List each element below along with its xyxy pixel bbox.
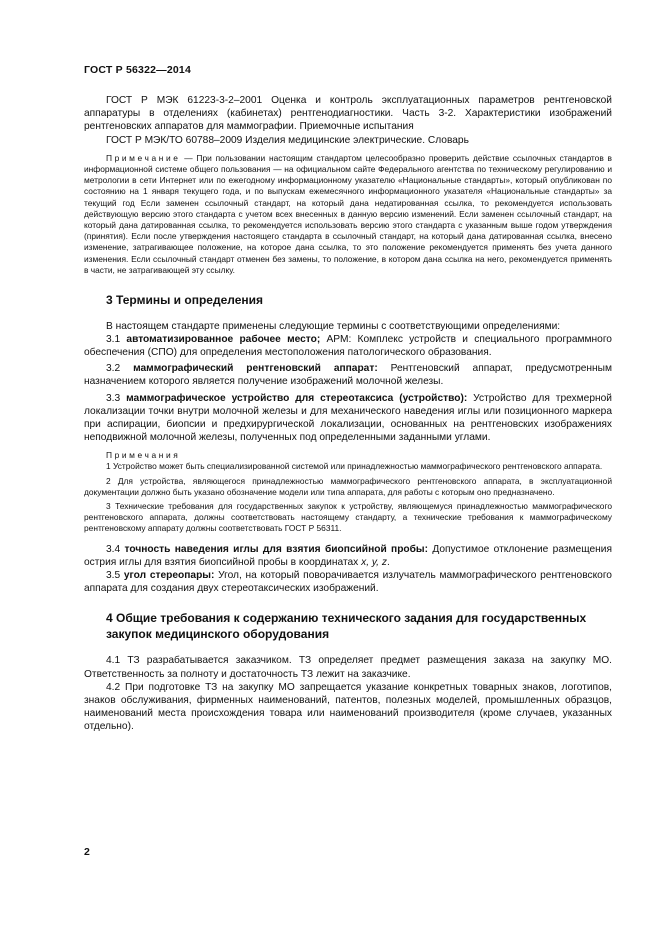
note-text: — При пользовании настоящим стандартом целесообразно проверить действие ссылочных стандартов в информационной системе общего пользования — на официальном сайте Федерального агентства по техническому регулированию и метрологии в сети Интернет или по ежегодному информационному указателю «Национальные стандарты», который опубликован по состоянию на 1 января текущего года, и по выпускам ежемесячного информационного указателя «Национальные стандарты» за текущий год Если заменен ссылочный стандарт, на который дана недатированная ссылка, то рекомендуется использовать действующую версию этого стандарта с учетом всех внесенных в данную версию изменений. Если заменен ссылочный стандарт, на который дана датированная ссылка, то рекомендуется использовать версию этого стандарта с указанным выше годом утверждения (принятия). Если после утверждения настоящего стандарта в ссылочный стандарт, на который дана датированная ссылка, внесено изменение, затрагивающее положение, на которое дана ссылка, то это положение рекомендуется применять без учета данного изменения. Если ссылочный стандарт отменен без замены, то положение, в котором дана ссылка на него, рекомендуется применять в части, не затрагивающей эту ссылку. [84,152,612,275]
term-3-4 [84,543,612,569]
note-item: 1 Устройство может быть специализированной системой или принадлежностью маммографического рентгеновского аппарата. [106,461,603,472]
notes-label: Примечания [106,450,181,461]
term-3-3 [84,392,612,445]
note-item: 3 Технические требования для государственных закупок к устройству, являющемуся принадлежностью маммографического рентгеновского аппарата, должны соответствовать настоящему стандарту, а технические требования к маммографическому рентгеновскому аппарату должны соответствовать ГОСТ Р 56311. [84,500,612,534]
section-4-title: 4 Общие требования к содержанию технического задания для государственных закупок медицинского оборудования [106,611,587,641]
term-number: 3.5 [106,570,121,581]
document-body [84,94,612,734]
term-number: 3.1 [106,333,121,345]
note-main [84,153,612,276]
term-definition: Рентгеновский аппарат, предусмотренным назначением которого является получение изображений молочной железы. [84,363,612,388]
term-number: 3.4 [106,543,121,555]
paragraph-4-1: 4.1 ТЗ разрабатывается заказчиком. ТЗ определяет предмет размещения заказа на закупку МО. Ответственность за полноту и достаточность ТЗ лежит на заказчике. [84,655,612,680]
term-name: точность наведения иглы для взятия биопсийной пробы: [124,543,429,555]
page-number: 2 [84,846,90,858]
term-definition: Устройство для трехмерной локализации точки внутри молочной железы и для механического наведения иглы или позиционного маркера при аспирации, биопсии и предхирургической локализации, основанных на рентгеновских изображениях неподвижной молочной железы, полученных под определенными заданными углами. [84,392,612,444]
coordinates: x, y, z [361,556,387,568]
reference-entry: ГОСТ Р МЭК/ТО 60788–2009 Изделия медицинские электрические. Словарь [106,134,469,146]
term-3-5 [84,569,612,595]
note-label: Примечание [106,152,181,163]
term-name: маммографическое устройство для стереотаксиса (устройство): [126,392,468,404]
term-number: 3.2 [106,363,121,375]
document-header: ГОСТ Р 56322—2014 [84,64,192,76]
paragraph-4-2: 4.2 При подготовке ТЗ на закупку МО запрещается указание конкретных товарных знаков, логотипов, знаков обслуживания, фирменных наименований, патентов, полезных моделей, промышленных образцов, наименований места происхождения товара или наименований производителя (кроме случаев, указанных отдельно). [84,681,612,733]
term-name: маммографический рентгеновский аппарат: [133,363,378,375]
section-3-intro: В настоящем стандарте применены следующие термины с соответствующими определениями: [106,320,561,332]
term-definition: Допустимое отклонение размещения острия иглы для взятия биопсийной пробы в координатах [84,543,612,568]
term-name: автоматизированное рабочее место; [126,333,321,345]
section-3-title: 3 Термины и определения [106,293,264,308]
term-definition: Угол, на который поворачивается излучатель маммографического рентгеновского аппарата для создания двух стереотаксических изображений. [84,570,612,595]
term-number: 3.3 [106,392,121,404]
term-3-2 [84,362,612,388]
note-item: 2 Для устройства, являющегося принадлежностью маммографического рентгеновского аппарата, в эксплуатационной документации должно быть указано обозначение модели или типа аппарата, для работы с которым оно предназначено. [84,475,612,497]
reference-entry: ГОСТ Р МЭК 61223-3-2–2001 Оценка и контроль эксплуатационных параметров рентгеновской аппаратуры в отделениях (кабинетах) рентгенодиагностики. Часть 3-2. Характеристики изображений рентгеновских аппаратов для маммографии. Приемочные испытания [84,95,612,133]
term-3-1 [84,333,612,359]
term-end: . [386,556,390,568]
term-name: угол стереопары: [123,570,215,581]
term-definition: АРМ: Комплекс устройств и специального программного обеспечения (СПО) для определения местоположения патологического образования. [84,333,612,358]
